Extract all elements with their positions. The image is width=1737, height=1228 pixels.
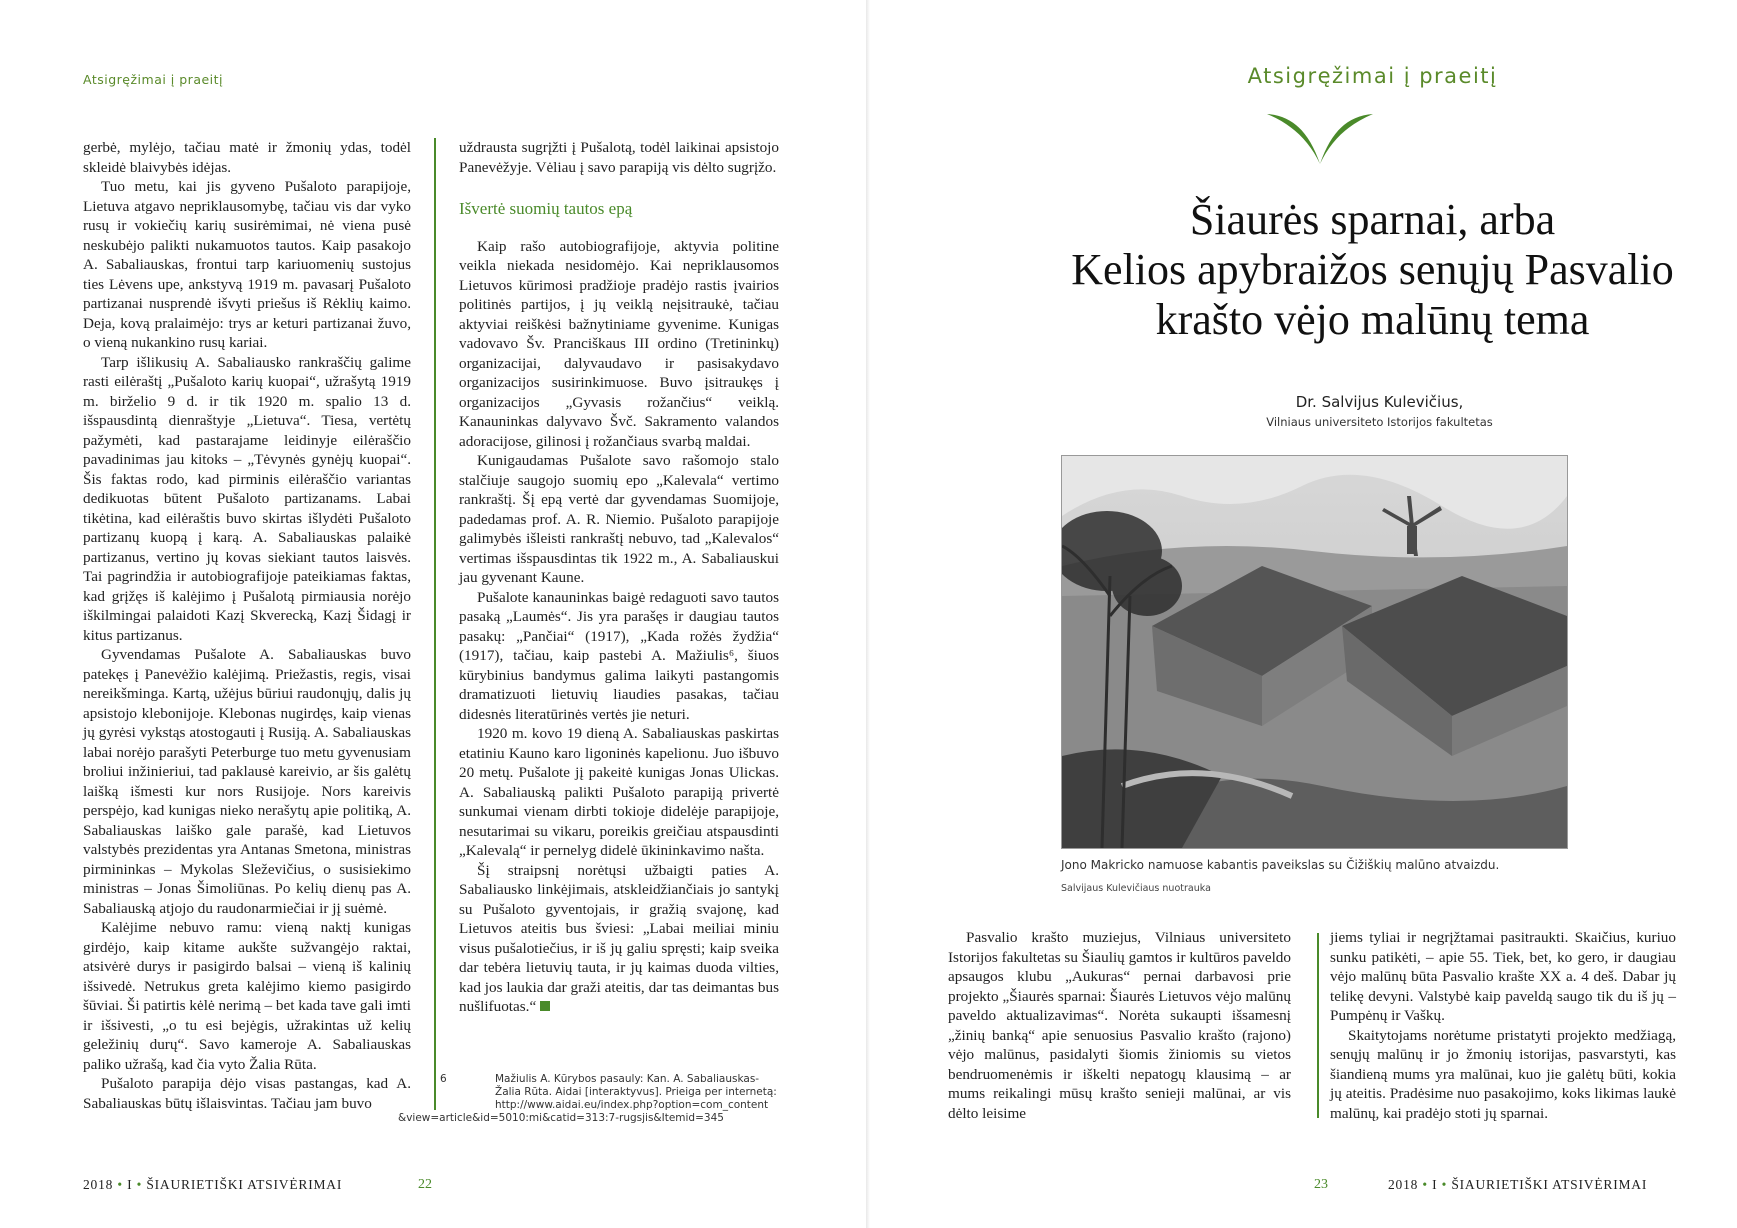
- paragraph: Gyvendamas Pušalote A. Sabaliauskas buvo patekęs į Panevėžio kalėjimą. Priežastis, regis, visai nereikšminga. Kartą, užėjus būriui raudonųjų, dalis jų apsistojo klebonijoje. Klebonas nugirdęs, kaip vienas jų gyrėsi vykstąs atostogauti į Rusiją. A. Sabaliauskas labai norėjo parašyti Peterburge tuo metu gyvenusiam broliui inžinieriui, tad paklausė kareivio, ar šis galėtų laišką išmesti kur nors Rusijoje. Nors kareivis perspėjo, kad kunigas nieko nerašytų apie politiką, A. Sabaliauskas laiško gale parašė, kad Lietuvos valstybės prezidentas yra Antanas Smetona, ministras pirmininkas – Mykolas Sleževičius, o susisiekimo ministras – Jonas Šimoliūnas. Po kelių dienų pas A. Sabaliauską atjojo du raudonarmiečiai ir jį suėmė.: [83, 646, 411, 917]
- paragraph: Pušalote kanauninkas baigė redaguoti savo tautos pasaką „Laumės“. Jis yra parašęs ir daugiau tautos pasakų: „Pančiai“ (1917), „Kada rožės žydžia“ (1917), tačiau, kaip pastebi A. Mažiulis⁶, šiuos kūrybinius bandymus galima laikyti pastangomis dramatizuoti lietuvių liaudies pasakas, tačiau didesnės literatūrinės vertės jie neturi.: [459, 588, 779, 723]
- photo-caption: Jono Makricko namuose kabantis paveikslas su Čižiškių malūno atvaizdu.: [1061, 858, 1500, 872]
- paragraph: gerbė, mylėjo, tačiau matė ir žmonių ydas, todėl skleidė blaivybės idėjas.: [83, 139, 411, 176]
- footer-title: ŠIAURIETIŠKI ATSIVĖRIMAI: [1451, 1177, 1648, 1192]
- title-line: krašto vėjo malūnų tema: [1155, 295, 1590, 344]
- title-line: Kelios apybraižos senųjų Pasvalio: [1071, 245, 1674, 294]
- windmill-painting-image: [1062, 456, 1567, 848]
- right-page: [868, 0, 1737, 1228]
- running-footer: [1388, 1177, 1647, 1193]
- end-of-article-mark: [540, 1001, 550, 1011]
- subheading: Išvertė suomių tautos epą: [459, 199, 633, 218]
- paragraph: Kunigaudamas Pušalote savo rašomojo stalo stalčiuje saugojo suomių epo „Kalevala“ vertimo rankraštį. Šį epą vertė dar gyvendamas Suomijoje, padedamas prof. A. R. Niemio. Pušaloto parapijoje galimybės išleisti rankraštį nebuvo, tad „Kalevalos“ vertimas išspausdintas tik 1922 m., A. Sabaliauskui jau gyvenant Kaune.: [459, 452, 779, 586]
- paragraph: jiems tyliai ir negrįžtamai pasitraukti. Skaičius, kuriuo sunku patikėti, – apie 55. Tiek, bet, ko gero, ir daugiau vėjo malūnų būta Pasvalio krašte XX a. 4 deš. Dabar jų telikę devyni. Valstybė kaip paveldą saugo tik du iš jų – Pumpėnų ir Vaškų.: [1330, 929, 1676, 1024]
- left-column-2: [459, 138, 779, 1017]
- author-affiliation: Vilniaus universiteto Istorijos fakultetas: [1266, 415, 1493, 429]
- chevron-ornament-icon: [1265, 110, 1375, 166]
- paragraph: Kaip rašo autobiografijoje, aktyvia politine veikla niekada nesidomėjo. Kai nepriklausomos Lietuvos kūrimosi pradžioje pradėjo rastis įvairios politinės partijos, į jų veiklą neįsitraukė, tačiau aktyviai reiškėsi bažnytiniame gyvenime. Kunigas vadovavo Šv. Pranciškaus III ordino (Tretininkų) organizacijai, dalyvaudavo ir pasisakydavo organizacijos susirinkimuose. Buvo įsitraukęs į organizacijos „Gyvasis rožančius“ veiklą. Kanauninkas dalyvavo Švč. Sakramento valandos adoracijose, gilinosi į rožančiaus svarbą maldai.: [459, 237, 779, 450]
- running-footer: [83, 1177, 342, 1193]
- paragraph: Pušaloto parapija dėjo visas pastangas, kad A. Sabaliauskas būtų išlaisvintas. Tačiau jam buvo: [83, 1075, 411, 1112]
- article-title: [868, 195, 1737, 345]
- page-number: 23: [1314, 1177, 1328, 1192]
- footer-issue: I: [1432, 1177, 1438, 1192]
- footer-issue: I: [127, 1177, 133, 1192]
- paragraph-text: Šį straipsnį norėtųsi užbaigti paties A. Sabaliausko linkėjimais, atskleidžiančiais jo santykį su Pušaloto gyventojais, ir gražią svajonę, kad Lietuvos ateitis bus šviesi: „Labai meiliai miniu visus pušalotiečius, ir iš jų galiu spręsti; kaip sveika dar tebėra lietuvių tauta, ir jų kaimas duoda vilties, kad jos laukia dar graži ateitis, dar tas deimantas bus nušlifuotas.“: [459, 861, 779, 1015]
- paragraph: Kalėjime nebuvo ramu: vieną naktį kunigas girdėjo, kaip kitame aukšte sužvangėjo raktai, atsivėrė durys ir pasigirdo balsai – vieną iš kalinių išsivedė. Netrukus greta kalėjimo kiemo pasigirdo šūviai. Ši patirtis kėlė nerimą – bet kada tave gali imti ir išsivesti, „o tu esi bejėgis, užrakintas už kelių geležinių durų“. Savo kameroje A. Sabaliauskas paliko užrašą, kad čia vyto Žalia Rūta.: [83, 919, 411, 1073]
- left-page: [0, 0, 868, 1228]
- footer-year: 2018: [1388, 1177, 1419, 1192]
- author-name: Dr. Salvijus Kulevičius,: [1295, 393, 1464, 411]
- footnote-text: Mažiulis A. Kūrybos pasauly: Kan. A. Sabaliauskas-Žalia Rūta. Aidai [interaktyvus]. Prieiga per internetą: http://www.aidai.eu/index.php?option=com_content: [495, 1073, 777, 1111]
- column-divider: [1317, 933, 1319, 1118]
- left-column-1: [83, 138, 411, 1113]
- section-tag: Atsigręžimai į praeitį: [83, 72, 224, 87]
- right-column-1: [948, 928, 1291, 1123]
- photo-credit: Salvijaus Kulevičiaus nuotrauka: [1061, 883, 1211, 894]
- footer-separator: •: [1422, 1177, 1428, 1192]
- footer-year: 2018: [83, 1177, 114, 1192]
- paragraph: Tuo metu, kai jis gyveno Pušaloto parapijoje, Lietuva atgavo nepriklausomybę, tačiau vis dar vyko rusų ir vokiečių karių susirėmimai, nė viena pusė neskubėjo palikti nukamuotos tautos. Kaip pasakojo A. Sabaliauskas, frontui tarp kariuomenių sustojus ties Lėvens upe, ankstyvą 1919 m. pavasarį Pušaloto partizanai nusprendė išvyti priešus iš Rėklių kaimo. Deja, kovą pralaimėjo: trys ar keturi partizanai žuvo, o vieną nukankino rusų kariai.: [83, 178, 411, 351]
- paragraph: uždrausta sugrįžti į Pušalotą, todėl laikinai apsistojo Panevėžyje. Vėliau į savo parapiją vis dėlto sugrįžo.: [459, 139, 779, 176]
- title-line: Šiaurės sparnai, arba: [1189, 195, 1556, 244]
- footnote-number: 6: [440, 1073, 447, 1085]
- footer-separator: •: [117, 1177, 123, 1192]
- paragraph: 1920 m. kovo 19 dieną A. Sabaliauskas paskirtas etatiniu Kauno karo ligoninės kapelionu. Juo išbuvo 20 metų. Pušalote jį pakeitė kunigas Jonas Ulickas. A. Sabaliauską palikti Pušaloto parapiją privertė sunkumai vienam dirbti tokioje didelėje parapijoje, nesutarimai su vikaru, poreikis greičiau atspausdinti „Kalevalą“ ir pernelyg didelė ūkininkavimo našta.: [459, 725, 779, 859]
- paragraph: Pasvalio krašto muziejus, Vilniaus universiteto Istorijos fakultetas su Šiaulių gamtos ir kultūros paveldo apsaugos klubu „Aukuras“ pernai darbavosi prie projekto „Šiaurės sparnai: Šiaurės Lietuvos vėjo malūnų paveldo aktualizavimas“. Norėta sukaupti išsamesnį „žinių banką“ apie senuosius Pasvalio krašto (rajono) vėjo malūnus, pasidalyti šiomis žiniomis su vietos bendruomenėmis ir iškelti nepatogų klausimą – ar mums reikalingi mūsų krašto senieji malūnai, ar vis dėlto leisime: [948, 929, 1291, 1122]
- right-column-2: [1330, 928, 1676, 1123]
- page-number: 22: [418, 1177, 432, 1192]
- footer-separator: •: [136, 1177, 143, 1192]
- paragraph-last: [459, 861, 779, 1017]
- footnote-url: &view=article&id=5010:mi&catid=313:7-rugsjis&Itemid=345: [398, 1112, 724, 1124]
- painting-photo: [1061, 455, 1568, 849]
- footer-title: ŠIAURIETIŠKI ATSIVĖRIMAI: [146, 1177, 343, 1192]
- footnote: [398, 1073, 780, 1124]
- paragraph: Skaitytojams norėtume pristatyti projekto medžiagą, senųjų malūnų ir jo žmonių istorijas, pasvarstyti, kas šiandieną mums yra malūnai, kuo jie galėtų būti, kokia jų ateitis. Pradėsime nuo pasakojimo, koks likimas laukė malūnų, kai pradėjo stoti jų sparnai.: [1330, 1026, 1676, 1122]
- paragraph: Tarp išlikusių A. Sabaliausko rankraščių galime rasti eilėraštį „Pušaloto karių kuopai“, užrašytą 1919 m. birželio 9 d. ir tik 1920 m. spalio 13 d. išspausdintą dienraštyje „Lietuva“. Tiesa, vertėtų pažymėti, kad pastarajame leidinyje eilėraščio pavadinimas jau kitoks – „Tėvynės gynėjų kuopai“. Šis faktas rodo, kad pirminis eilėraščio variantas dedikuotas būtent Pušaloto partizanams. Labai tikėtina, kad eilėraštis buvo skirtas išlydėti Pušaloto partizanų kuopą į karą. A. Sabaliauskas palaikė partizanus, vertino jų kovas siekiant tautos laisvės. Tai pagrindžia ir autobiografijoje pateikiamas faktas, kad grįžęs iš kalėjimo į Pušalotą pirmiausia norėjo iškilmingai palaidoti Kazį Skverecką, Kazį Šidagį ir kitus partizanus.: [83, 353, 411, 644]
- footer-separator: •: [1441, 1177, 1448, 1192]
- column-divider: [434, 138, 436, 1110]
- section-tag: Atsigręžimai į praeitį: [1247, 64, 1498, 88]
